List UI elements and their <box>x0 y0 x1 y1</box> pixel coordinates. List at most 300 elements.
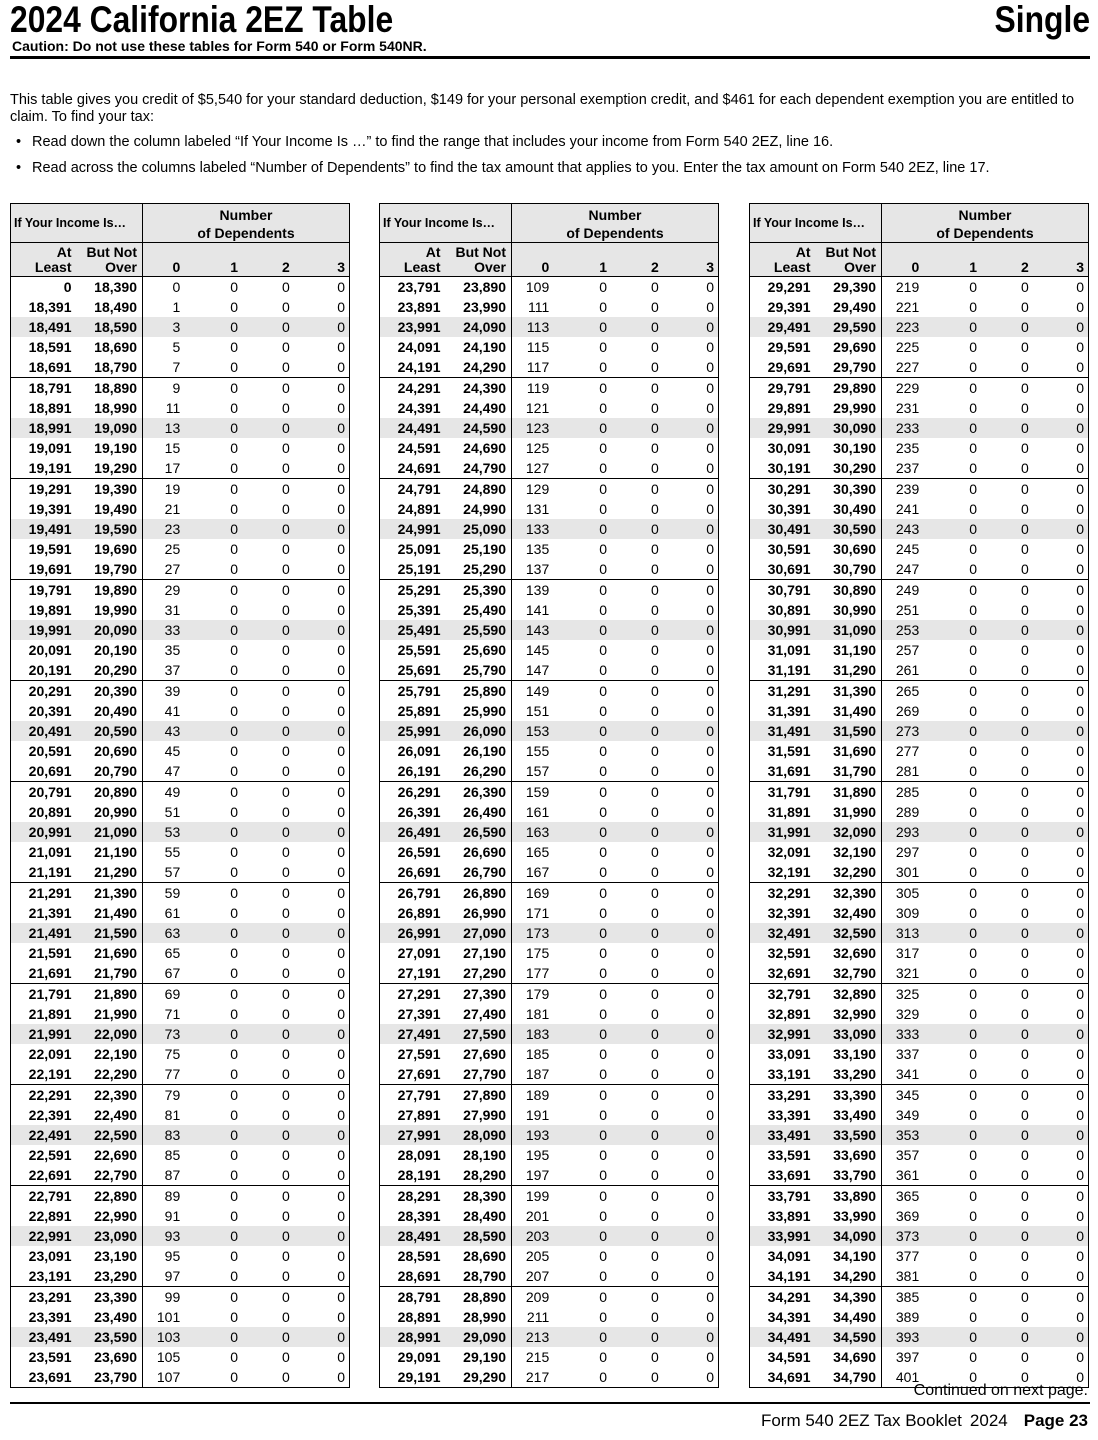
table-cell: 1 <box>172 299 181 315</box>
table-cell: 0 <box>650 1309 659 1325</box>
intro-section <box>10 92 1090 186</box>
table-cell: 0 <box>337 460 345 476</box>
table-cell: 3 <box>143 317 195 337</box>
table-cell: 247 <box>895 561 920 577</box>
table-cell: 0 <box>194 479 246 500</box>
table-row <box>11 903 350 923</box>
table-cell: 30,790 <box>816 559 882 580</box>
table-cell: 21,790 <box>77 963 143 984</box>
table-cell: 0 <box>281 541 290 557</box>
table-row <box>750 1287 1089 1308</box>
table-cell: 257 <box>895 642 920 658</box>
table-cell: 251 <box>895 602 920 618</box>
table-cell: 31,290 <box>816 660 882 681</box>
booklet-name: Form 540 2EZ Tax Booklet <box>760 1411 962 1430</box>
table-cell: 24,990 <box>446 499 512 519</box>
table-cell: 21,891 <box>28 1006 72 1022</box>
table-cell: 25,191 <box>397 561 441 577</box>
table-cell: 0 <box>615 317 667 337</box>
table-cell: 22,090 <box>77 1024 143 1044</box>
table-row <box>380 903 719 923</box>
table-cell: 24,890 <box>446 479 512 500</box>
booklet-year: 2024 <box>969 1411 1008 1430</box>
table-cell: 0 <box>194 1024 246 1044</box>
table-cell: 0 <box>230 279 238 295</box>
table-cell: 31,791 <box>750 782 816 803</box>
table-cell: 0 <box>650 1349 659 1365</box>
table-cell: 0 <box>337 339 345 355</box>
table-cell: 0 <box>1037 620 1089 640</box>
table-cell: 24,491 <box>380 418 446 438</box>
table-cell: 27,790 <box>446 1064 512 1085</box>
table-cell: 26,090 <box>446 721 512 741</box>
table-cell: 0 <box>337 703 345 719</box>
table-cell: 121 <box>525 400 550 416</box>
table-cell: 0 <box>281 864 290 880</box>
table-cell: 0 <box>933 681 985 702</box>
table-cell: 221 <box>895 299 920 315</box>
table-cell: 0 <box>985 1024 1037 1044</box>
table-cell: 389 <box>895 1309 920 1325</box>
table-cell: 133 <box>512 519 564 539</box>
but-not-over-header-line1: But Not <box>455 244 506 260</box>
table-cell: 30,791 <box>750 580 816 601</box>
table-row <box>750 1307 1089 1327</box>
table-row <box>750 1246 1089 1266</box>
but-not-over-header-line2: Over <box>844 259 876 275</box>
table-cell: 26,691 <box>397 864 441 880</box>
table-cell: 117 <box>526 359 550 375</box>
table-cell: 397 <box>895 1349 920 1365</box>
table-cell: 0 <box>1076 400 1084 416</box>
table-row <box>380 1165 719 1186</box>
table-cell: 0 <box>650 763 659 779</box>
table-row <box>380 458 719 479</box>
table-cell: 0 <box>230 339 238 355</box>
table-cell: 33,190 <box>816 1044 882 1064</box>
table-cell: 0 <box>615 519 667 539</box>
table-cell: 0 <box>650 400 659 416</box>
table-cell: 0 <box>706 359 714 375</box>
table-cell: 341 <box>895 1066 920 1082</box>
table-cell: 31,491 <box>750 721 816 741</box>
table-cell: 0 <box>615 1085 667 1106</box>
table-cell: 0 <box>650 1167 659 1183</box>
table-cell: 0 <box>706 1046 714 1062</box>
table-cell: 0 <box>667 782 719 803</box>
table-cell: 47 <box>164 763 181 779</box>
table-cell: 23,391 <box>28 1309 72 1325</box>
table-cell: 23,090 <box>77 1226 143 1246</box>
table-cell: 0 <box>1020 359 1029 375</box>
table-cell: 0 <box>230 359 238 375</box>
table-cell: 301 <box>895 864 920 880</box>
table-cell: 0 <box>337 1066 345 1082</box>
table-row <box>380 1327 719 1347</box>
table-row <box>380 297 719 317</box>
table-cell: 21,490 <box>77 903 143 923</box>
table-cell: 0 <box>933 519 985 539</box>
table-cell: 0 <box>1076 501 1084 517</box>
table-cell: 0 <box>194 984 246 1005</box>
table-row <box>750 1206 1089 1226</box>
table-cell: 0 <box>281 642 290 658</box>
table-cell: 0 <box>1020 1107 1029 1123</box>
table-cell: 19,791 <box>11 580 77 601</box>
table-cell: 18,891 <box>28 400 72 416</box>
table-row <box>11 1085 350 1106</box>
table-cell: 0 <box>194 580 246 601</box>
table-cell: 0 <box>599 1107 607 1123</box>
table-cell: 0 <box>1020 703 1029 719</box>
table-row <box>380 761 719 782</box>
table-cell: 29,991 <box>750 418 816 438</box>
table-cell: 97 <box>164 1268 181 1284</box>
table-row <box>11 398 350 418</box>
table-cell: 18,990 <box>77 398 143 418</box>
table-cell: 115 <box>526 339 550 355</box>
table-cell: 0 <box>563 782 615 803</box>
table-cell: 29,290 <box>446 1367 512 1388</box>
table-row <box>380 660 719 681</box>
table-cell: 18,691 <box>28 359 72 375</box>
table-cell: 18,491 <box>11 317 77 337</box>
table-cell: 0 <box>1076 864 1084 880</box>
table-row <box>750 1186 1089 1207</box>
table-cell: 0 <box>650 662 659 678</box>
table-row <box>380 640 719 660</box>
table-cell: 0 <box>667 1085 719 1106</box>
table-cell: 20,690 <box>77 741 143 761</box>
table-cell: 373 <box>882 1226 934 1246</box>
table-cell: 20,591 <box>28 743 72 759</box>
at-least-header <box>380 243 446 277</box>
table-cell: 27,690 <box>446 1044 512 1064</box>
table-cell: 25,790 <box>446 660 512 681</box>
table-row <box>750 317 1089 337</box>
table-row <box>11 1327 350 1347</box>
table-cell: 33,091 <box>767 1046 811 1062</box>
table-cell: 0 <box>933 1287 985 1308</box>
income-column-header: If Your Income Is… <box>380 204 512 243</box>
table-cell: 0 <box>933 378 985 399</box>
table-cell: 75 <box>164 1046 181 1062</box>
table-cell: 24,290 <box>446 357 512 378</box>
table-cell: 0 <box>706 1309 714 1325</box>
table-cell: 31,390 <box>816 681 882 702</box>
table-cell: 0 <box>706 541 714 557</box>
table-cell: 0 <box>933 923 985 943</box>
table-cell: 21,890 <box>77 984 143 1005</box>
table-cell: 30,290 <box>816 458 882 479</box>
table-cell: 0 <box>969 1268 977 1284</box>
table-cell: 285 <box>882 782 934 803</box>
table-cell: 105 <box>156 1349 181 1365</box>
table-cell: 0 <box>246 580 298 601</box>
table-cell: 33,791 <box>750 1186 816 1207</box>
at-least-header-line2: Least <box>773 259 811 275</box>
dependents-0-header: 0 <box>882 243 934 277</box>
table-cell: 0 <box>281 1309 290 1325</box>
table-cell: 0 <box>985 883 1037 904</box>
page-footer <box>761 1410 1088 1432</box>
table-row <box>380 862 719 883</box>
table-cell: 21,491 <box>11 923 77 943</box>
table-cell: 0 <box>172 279 181 295</box>
table-cell: 139 <box>512 580 564 601</box>
table-cell: 34,390 <box>816 1287 882 1308</box>
table-cell: 0 <box>230 501 238 517</box>
table-cell: 0 <box>969 1309 977 1325</box>
table-cell: 123 <box>512 418 564 438</box>
table-row <box>750 620 1089 640</box>
table-cell: 24,791 <box>380 479 446 500</box>
table-cell: 0 <box>667 1327 719 1347</box>
table-row <box>380 1024 719 1044</box>
table-cell: 29,391 <box>767 299 811 315</box>
table-cell: 0 <box>650 541 659 557</box>
table-cell: 0 <box>1076 763 1084 779</box>
table-cell: 30,490 <box>816 499 882 519</box>
table-cell: 0 <box>599 1167 607 1183</box>
table-cell: 22,191 <box>28 1066 72 1082</box>
table-cell: 27,090 <box>446 923 512 943</box>
table-row <box>380 1085 719 1106</box>
table-cell: 30,991 <box>750 620 816 640</box>
table-cell: 20,190 <box>77 640 143 660</box>
table-cell: 28,090 <box>446 1125 512 1145</box>
table-cell: 0 <box>1076 1268 1084 1284</box>
table-cell: 22,291 <box>11 1085 77 1106</box>
table-cell: 0 <box>230 804 238 820</box>
table-cell: 0 <box>194 1085 246 1106</box>
table-cell: 0 <box>706 864 714 880</box>
table-cell: 0 <box>281 1369 290 1385</box>
table-cell: 0 <box>933 822 985 842</box>
table-cell: 21,791 <box>11 984 77 1005</box>
income-column-header: If Your Income Is… <box>11 204 143 243</box>
table-cell: 0 <box>985 1085 1037 1106</box>
table-cell: 19,690 <box>77 539 143 559</box>
table-cell: 0 <box>615 1327 667 1347</box>
table-row <box>750 378 1089 399</box>
table-cell: 0 <box>599 844 607 860</box>
table-cell: 0 <box>599 359 607 375</box>
table-row <box>11 580 350 601</box>
table-cell: 0 <box>1020 400 1029 416</box>
table-cell: 26,291 <box>380 782 446 803</box>
dependents-3-header: 3 <box>667 243 719 277</box>
table-cell: 0 <box>246 1287 298 1308</box>
table-cell: 29,691 <box>767 359 811 375</box>
table-cell: 0 <box>1037 1085 1089 1106</box>
table-cell: 0 <box>969 1349 977 1365</box>
table-cell: 18,490 <box>77 297 143 317</box>
table-row <box>750 923 1089 943</box>
but-not-over-header <box>446 243 512 277</box>
table-cell: 18,690 <box>77 337 143 357</box>
table-cell: 0 <box>1037 418 1089 438</box>
table-cell: 211 <box>526 1309 550 1325</box>
table-cell: 0 <box>650 945 659 961</box>
table-cell: 21,590 <box>77 923 143 943</box>
table-cell: 23,490 <box>77 1307 143 1327</box>
table-cell: 0 <box>985 519 1037 539</box>
table-cell: 20,090 <box>77 620 143 640</box>
table-cell: 0 <box>230 541 238 557</box>
dependents-2-header: 2 <box>246 243 298 277</box>
table-cell: 0 <box>599 1046 607 1062</box>
table-row <box>11 458 350 479</box>
table-cell: 0 <box>650 561 659 577</box>
table-row <box>11 1347 350 1367</box>
table-cell: 0 <box>650 339 659 355</box>
table-row <box>380 681 719 702</box>
table-cell: 103 <box>143 1327 195 1347</box>
filing-status-title: Single <box>994 0 1090 40</box>
table-cell: 34,790 <box>816 1367 882 1388</box>
table-row <box>750 580 1089 601</box>
table-cell: 26,490 <box>446 802 512 822</box>
table-cell: 309 <box>895 905 920 921</box>
table-cell: 0 <box>563 984 615 1005</box>
table-cell: 0 <box>230 743 238 759</box>
table-cell: 0 <box>281 763 290 779</box>
table-cell: 34,690 <box>816 1347 882 1367</box>
table-cell: 0 <box>281 1268 290 1284</box>
table-cell: 0 <box>667 1226 719 1246</box>
table-cell: 32,190 <box>816 842 882 862</box>
table-cell: 0 <box>599 662 607 678</box>
table-cell: 0 <box>985 984 1037 1005</box>
table-cell: 33,291 <box>750 1085 816 1106</box>
table-cell: 23,891 <box>397 299 441 315</box>
table-cell: 101 <box>156 1309 181 1325</box>
table-cell: 0 <box>706 905 714 921</box>
table-cell: 0 <box>969 1147 977 1163</box>
table-cell: 28,091 <box>397 1147 441 1163</box>
table-cell: 24,591 <box>397 440 441 456</box>
table-cell: 0 <box>706 662 714 678</box>
table-cell: 0 <box>230 299 238 315</box>
dependents-2-header: 2 <box>985 243 1037 277</box>
table-cell: 27,991 <box>380 1125 446 1145</box>
table-row <box>11 984 350 1005</box>
table-cell: 0 <box>281 804 290 820</box>
table-cell: 253 <box>882 620 934 640</box>
table-cell: 26,091 <box>397 743 441 759</box>
table-row <box>11 802 350 822</box>
table-cell: 0 <box>194 1186 246 1207</box>
table-cell: 0 <box>985 378 1037 399</box>
table-cell: 0 <box>337 299 345 315</box>
table-cell: 0 <box>969 844 977 860</box>
table-row <box>380 398 719 418</box>
table-cell: 109 <box>525 279 550 295</box>
table-cell: 30,391 <box>767 501 811 517</box>
table-row <box>750 438 1089 458</box>
table-cell: 28,691 <box>397 1268 441 1284</box>
table-cell: 0 <box>563 1186 615 1207</box>
table-cell: 0 <box>1076 743 1084 759</box>
table-cell: 0 <box>337 1167 345 1183</box>
table-cell: 0 <box>194 721 246 741</box>
table-row <box>750 1165 1089 1186</box>
table-row <box>380 1125 719 1145</box>
table-cell: 0 <box>985 418 1037 438</box>
table-cell: 0 <box>1037 1287 1089 1308</box>
table-cell: 0 <box>337 1107 345 1123</box>
table-cell: 0 <box>667 681 719 702</box>
table-cell: 0 <box>230 642 238 658</box>
table-cell: 0 <box>337 1349 345 1365</box>
table-cell: 0 <box>615 984 667 1005</box>
table-cell: 0 <box>599 339 607 355</box>
table-row <box>750 984 1089 1005</box>
table-row <box>380 438 719 458</box>
table-cell: 0 <box>615 580 667 601</box>
table-cell: 0 <box>599 864 607 880</box>
table-cell: 0 <box>563 479 615 500</box>
table-cell: 0 <box>599 905 607 921</box>
table-cell: 0 <box>563 1287 615 1308</box>
table-cell: 32,490 <box>816 903 882 923</box>
table-row <box>750 660 1089 681</box>
table-cell: 0 <box>1037 1226 1089 1246</box>
table-cell: 0 <box>194 620 246 640</box>
dependents-column-header <box>512 204 719 243</box>
table-cell: 30,591 <box>767 541 811 557</box>
table-row <box>380 1064 719 1085</box>
table-row <box>750 458 1089 479</box>
table-cell: 0 <box>1037 681 1089 702</box>
table-cell: 23,491 <box>11 1327 77 1347</box>
table-cell: 0 <box>298 1287 350 1308</box>
table-cell: 23,191 <box>28 1268 72 1284</box>
table-cell: 0 <box>1037 1327 1089 1347</box>
table-cell: 0 <box>298 1327 350 1347</box>
table-cell: 0 <box>246 782 298 803</box>
table-cell: 22,490 <box>77 1105 143 1125</box>
table-cell: 0 <box>706 339 714 355</box>
table-cell: 27,291 <box>380 984 446 1005</box>
table-cell: 353 <box>882 1125 934 1145</box>
table-cell: 0 <box>563 1085 615 1106</box>
table-row <box>750 1024 1089 1044</box>
table-cell: 19,490 <box>77 499 143 519</box>
table-cell: 0 <box>337 945 345 961</box>
table-row <box>380 923 719 943</box>
table-cell: 203 <box>512 1226 564 1246</box>
table-cell: 0 <box>281 460 290 476</box>
table-row <box>750 963 1089 984</box>
table-row <box>750 842 1089 862</box>
table-cell: 19,890 <box>77 580 143 601</box>
table-cell: 0 <box>563 1226 615 1246</box>
table-cell: 127 <box>525 460 550 476</box>
table-cell: 33,491 <box>750 1125 816 1145</box>
table-cell: 33,090 <box>816 1024 882 1044</box>
table-cell: 0 <box>1020 602 1029 618</box>
table-cell: 0 <box>1020 844 1029 860</box>
table-cell: 20,990 <box>77 802 143 822</box>
table-cell: 30,590 <box>816 519 882 539</box>
table-row <box>750 1085 1089 1106</box>
table-cell: 26,290 <box>446 761 512 782</box>
table-cell: 0 <box>706 1248 714 1264</box>
table-cell: 0 <box>1076 1167 1084 1183</box>
table-cell: 0 <box>230 945 238 961</box>
